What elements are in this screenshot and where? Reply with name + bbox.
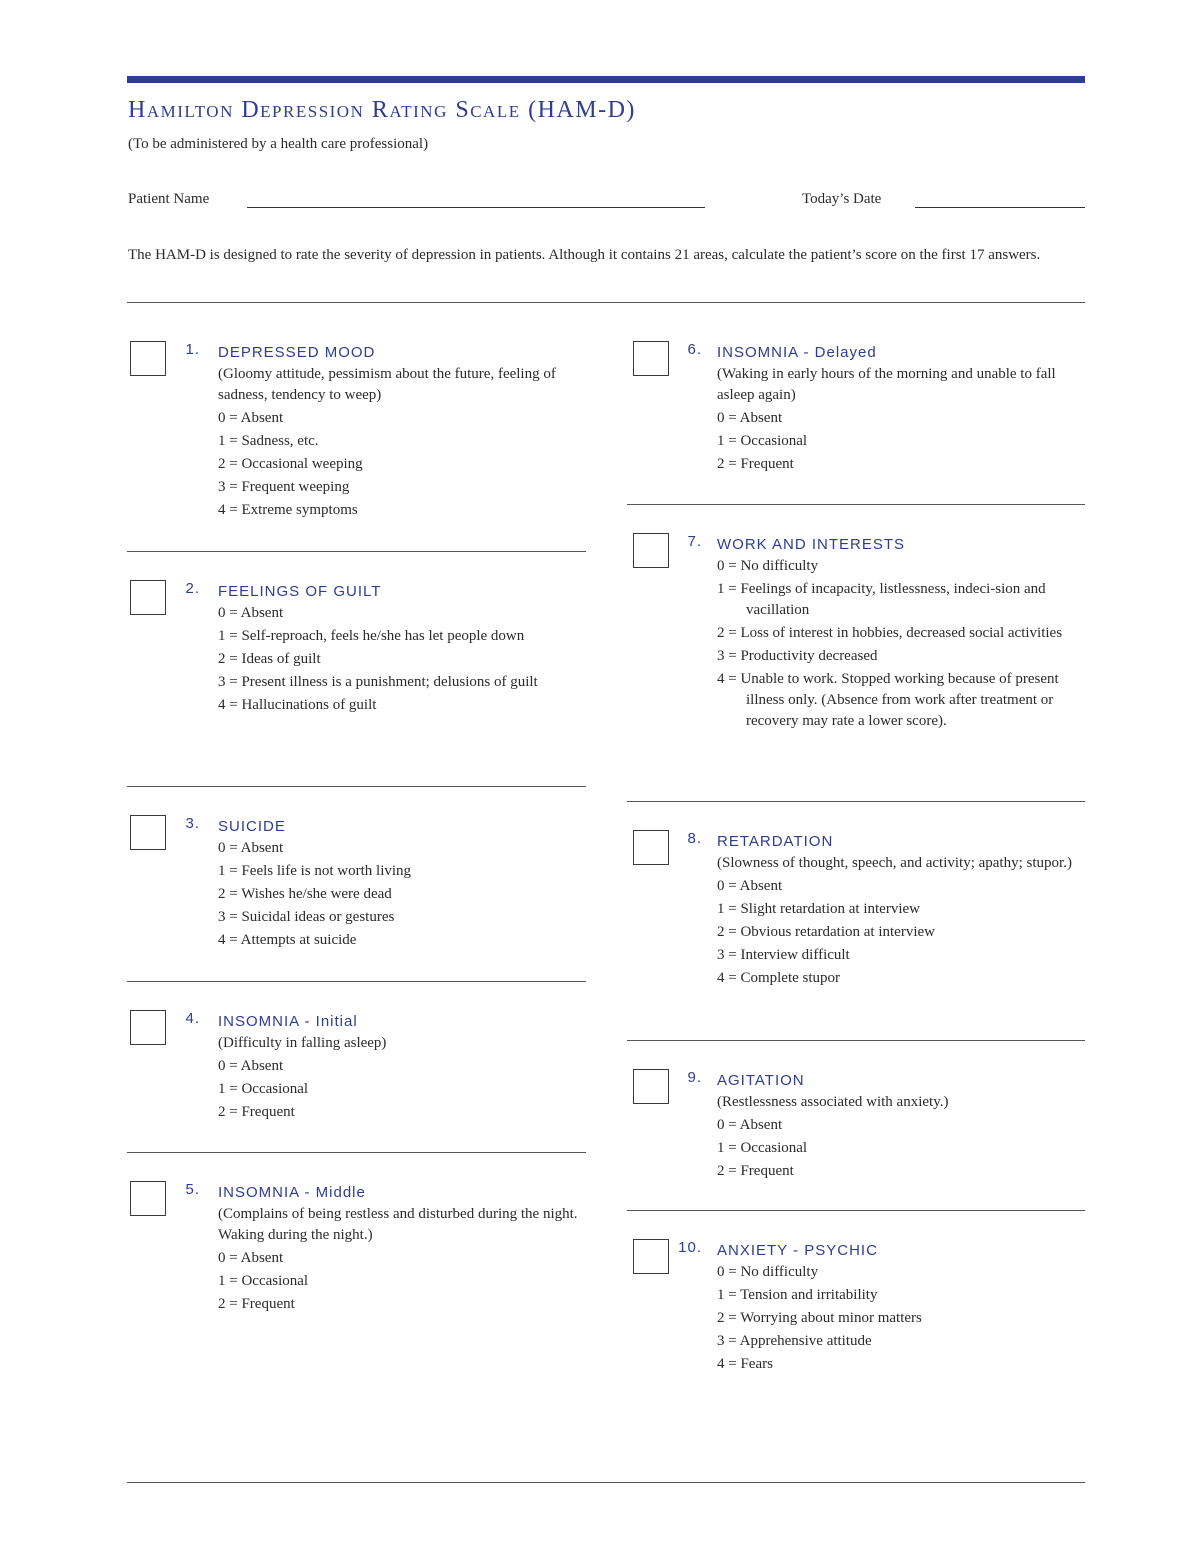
page-subtitle: (To be administered by a health care professional): [128, 136, 429, 152]
item-number: 1.: [185, 341, 200, 358]
patient-name-label: Patient Name: [128, 191, 210, 207]
item-option: 1 = Occasional: [218, 1273, 309, 1289]
divider: [127, 1152, 586, 1153]
item-option: 1 = Occasional: [218, 1081, 309, 1097]
item-checkbox[interactable]: [130, 1181, 166, 1216]
item-number: 9.: [687, 1069, 702, 1086]
item-option: 4 = Unable to work. Stopped working because of present illness only. (Absence from work after treatment or recovery may rate a lower score).: [717, 671, 1059, 729]
divider: [627, 1210, 1085, 1211]
item-checkbox[interactable]: [633, 533, 669, 568]
item-option: 4 = Attempts at suicide: [218, 932, 357, 948]
item-description: (Difficulty in falling asleep): [218, 1035, 387, 1051]
item-option: 0 = Absent: [717, 1117, 783, 1133]
item-option: 1 = Tension and irritability: [717, 1287, 878, 1303]
item-description: (Complains of being restless and disturbed during the night. Waking during the night.): [218, 1206, 578, 1243]
item-heading: INSOMNIA - Middle: [218, 1184, 366, 1201]
item-option: 2 = Frequent: [218, 1104, 295, 1120]
item-number: 10.: [678, 1239, 702, 1256]
page-title: Hamilton Depression Rating Scale (HAM-D): [128, 97, 636, 123]
item-heading: DEPRESSED MOOD: [218, 344, 376, 361]
item-number: 5.: [185, 1181, 200, 1198]
item-option: 0 = No difficulty: [717, 1264, 819, 1280]
item-option: 2 = Obvious retardation at interview: [717, 924, 935, 940]
item-number: 7.: [687, 533, 702, 550]
item-option: 3 = Productivity decreased: [717, 648, 878, 664]
item-option: 3 = Frequent weeping: [218, 479, 350, 495]
divider: [127, 551, 586, 552]
item-option: 3 = Interview difficult: [717, 947, 850, 963]
divider: [627, 801, 1085, 802]
item-heading: FEELINGS OF GUILT: [218, 583, 382, 600]
item-checkbox[interactable]: [633, 341, 669, 376]
divider: [127, 302, 1085, 303]
item-option: 2 = Frequent: [717, 1163, 794, 1179]
patient-name-field[interactable]: [247, 207, 705, 208]
item-option: 0 = Absent: [717, 878, 783, 894]
item-option: 4 = Hallucinations of guilt: [218, 697, 377, 713]
todays-date-label: Today’s Date: [802, 191, 882, 207]
item-description: (Waking in early hours of the morning and unable to fall asleep again): [717, 366, 1056, 403]
item-option: 1 = Sadness, etc.: [218, 433, 319, 449]
item-option: 0 = Absent: [717, 410, 783, 426]
item-number: 3.: [185, 815, 200, 832]
item-option: 2 = Frequent: [218, 1296, 295, 1312]
item-checkbox[interactable]: [130, 815, 166, 850]
item-option: 4 = Complete stupor: [717, 970, 841, 986]
item-option: 2 = Occasional weeping: [218, 456, 363, 472]
item-option: 0 = No difficulty: [717, 558, 819, 574]
item-number: 2.: [185, 580, 200, 597]
item-checkbox[interactable]: [130, 1010, 166, 1045]
item-option: 2 = Wishes he/she were dead: [218, 886, 392, 902]
intro-text: The HAM-D is designed to rate the severity of depression in patients. Although it contains 21 areas, calculate the patient’s score on the first 17 answers.: [128, 247, 1041, 263]
footer-rule: [127, 1482, 1085, 1483]
item-option: 4 = Extreme symptoms: [218, 502, 358, 518]
item-checkbox[interactable]: [130, 341, 166, 376]
item-heading: SUICIDE: [218, 818, 286, 835]
item-heading: WORK AND INTERESTS: [717, 536, 906, 553]
item-option: 0 = Absent: [218, 840, 284, 856]
item-checkbox[interactable]: [633, 1069, 669, 1104]
item-description: (Gloomy attitude, pessimism about the future, feeling of sadness, tendency to weep): [218, 366, 556, 403]
item-option: 2 = Ideas of guilt: [218, 651, 321, 667]
item-option: 1 = Slight retardation at interview: [717, 901, 920, 917]
item-option: 1 = Feels life is not worth living: [218, 863, 412, 879]
todays-date-field[interactable]: [915, 207, 1085, 208]
item-number: 6.: [687, 341, 702, 358]
item-option: 0 = Absent: [218, 1058, 284, 1074]
item-heading: ANXIETY - PSYCHIC: [717, 1242, 878, 1259]
item-option: 3 = Apprehensive attitude: [717, 1333, 872, 1349]
item-description: (Slowness of thought, speech, and activity; apathy; stupor.): [717, 855, 1072, 871]
divider: [127, 981, 586, 982]
item-option: 1 = Occasional: [717, 433, 808, 449]
item-heading: INSOMNIA - Delayed: [717, 344, 877, 361]
item-option: 3 = Present illness is a punishment; delusions of guilt: [218, 674, 538, 690]
divider: [627, 504, 1085, 505]
item-heading: INSOMNIA - Initial: [218, 1013, 358, 1030]
item-option: 2 = Frequent: [717, 456, 794, 472]
item-option: 1 = Feelings of incapacity, listlessness, indeci-sion and vacillation: [717, 581, 1046, 618]
item-option: 3 = Suicidal ideas or gestures: [218, 909, 395, 925]
item-option: 0 = Absent: [218, 1250, 284, 1266]
item-option: 2 = Worrying about minor matters: [717, 1310, 922, 1326]
item-option: 0 = Absent: [218, 410, 284, 426]
item-checkbox[interactable]: [633, 830, 669, 865]
item-option: 1 = Occasional: [717, 1140, 808, 1156]
item-heading: RETARDATION: [717, 833, 834, 850]
divider: [127, 786, 586, 787]
item-option: 2 = Loss of interest in hobbies, decreased social activities: [717, 625, 1063, 641]
item-description: (Restlessness associated with anxiety.): [717, 1094, 949, 1110]
divider: [627, 1040, 1085, 1041]
item-number: 4.: [185, 1010, 200, 1027]
item-option: 1 = Self-reproach, feels he/she has let people down: [218, 628, 525, 644]
item-option: 4 = Fears: [717, 1356, 773, 1372]
item-option: 0 = Absent: [218, 605, 284, 621]
item-number: 8.: [687, 830, 702, 847]
header-rule: [127, 76, 1085, 83]
item-checkbox[interactable]: [633, 1239, 669, 1274]
item-checkbox[interactable]: [130, 580, 166, 615]
item-heading: AGITATION: [717, 1072, 805, 1089]
